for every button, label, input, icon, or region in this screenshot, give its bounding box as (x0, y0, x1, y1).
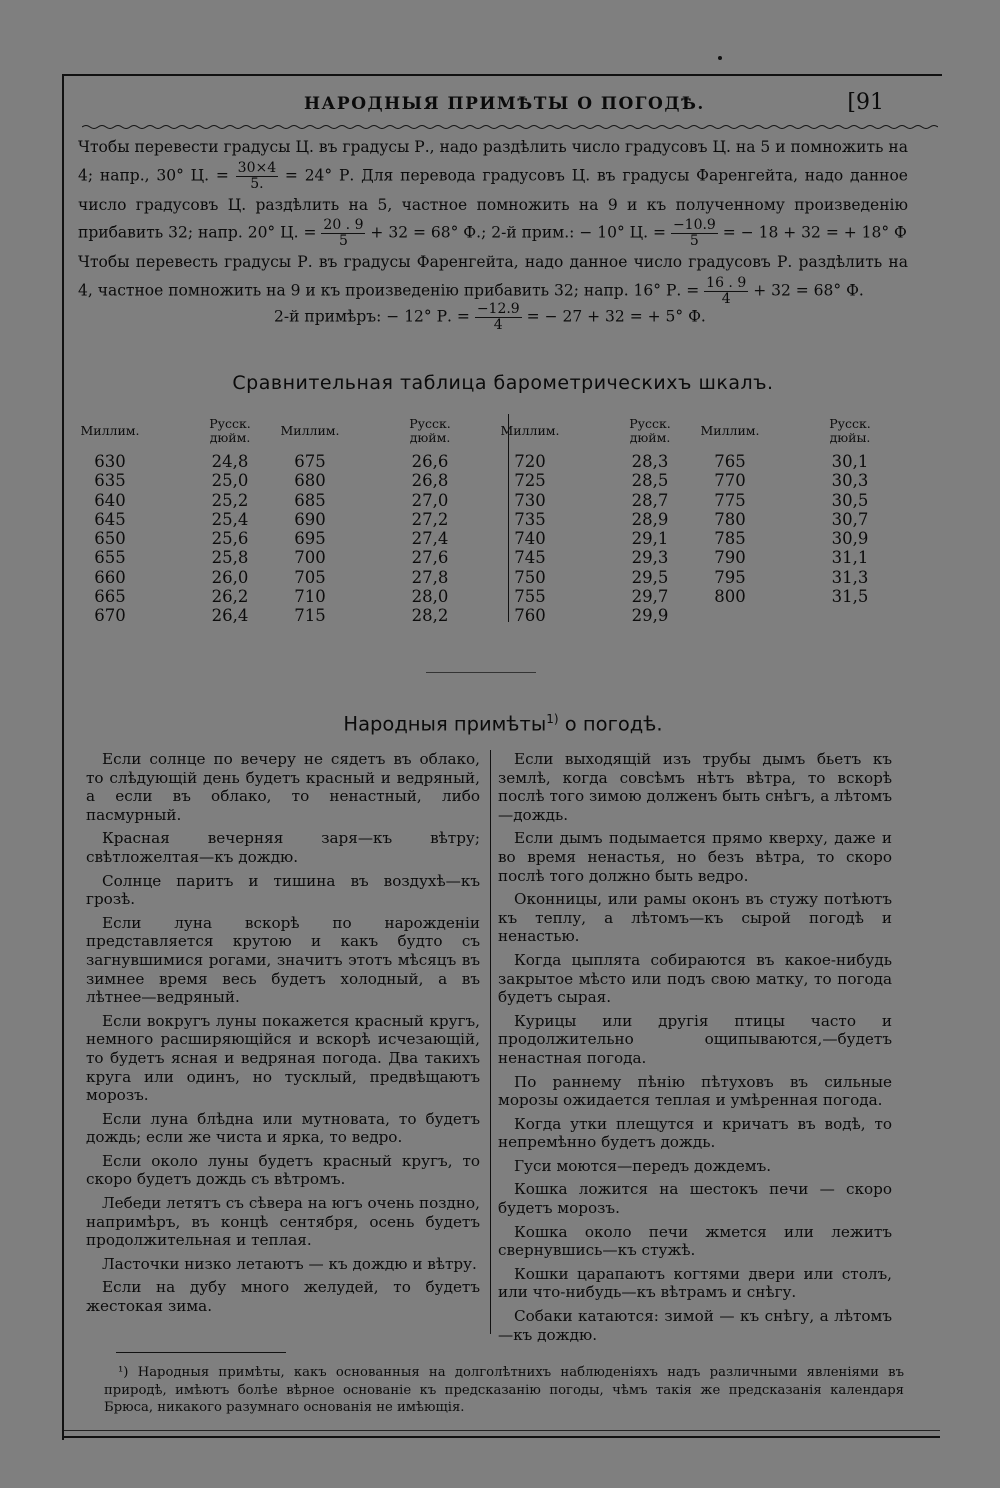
frame-bottom (62, 1436, 940, 1438)
table-cell: 650 (94, 529, 126, 549)
table-cell: 780 (714, 509, 746, 529)
table-cell: 640 (94, 490, 126, 510)
table-cell: 30,5 (831, 490, 869, 510)
column-header (382, 410, 478, 452)
table-cell: 26,4 (211, 606, 249, 626)
table-cell: 26,6 (411, 452, 449, 471)
table-cell: 31,3 (831, 567, 869, 587)
table-cell: 800 (714, 587, 746, 607)
footnote-marker: 1) (546, 712, 559, 726)
fraction (671, 218, 718, 249)
table-cell: 28,9 (631, 509, 669, 529)
header-title: НАРОДНЫЯ ПРИМѢТЫ О ПОГОДѢ. (304, 94, 705, 114)
header-label: дюйы. (829, 430, 871, 445)
section-title-end: о погодѣ. (564, 712, 663, 736)
table-cell: 755 (514, 587, 546, 607)
formula-text: = − 27 + 32 = + 5° Ф. (526, 307, 706, 326)
column-header (62, 410, 158, 452)
column-header (482, 410, 578, 452)
table-cell: 30,1 (831, 452, 869, 471)
fraction (704, 276, 748, 307)
table-cell: 705 (294, 567, 326, 587)
table-cell: 28,0 (411, 587, 449, 607)
table-cell: 745 (514, 548, 546, 568)
table-cell: 28,3 (631, 452, 669, 471)
signs-columns (86, 750, 906, 1344)
table-cell: 750 (514, 567, 546, 587)
weather-sign: Кошка около печи жмется или лежитъ свернувшись—къ стужѣ. (498, 1222, 892, 1260)
table-cell: 24,8 (211, 452, 249, 471)
footnote: ¹) Народныя примѣты, какъ основанныя на долголѣтнихъ наблюденіяхъ надъ различными явленіями въ природѣ, имѣютъ болѣе вѣрное основаніе къ предсказанію погоды, чѣмъ такія же предсказанія календаря Брюса, никакого разумнаго основанія не имѣющія. (104, 1365, 904, 1415)
table-cell: 770 (714, 471, 746, 491)
ink-speck (718, 56, 722, 60)
table-cell: 740 (514, 529, 546, 549)
weather-sign: Оконницы, или рамы оконъ въ стужу потѣютъ къ теплу, а лѣтомъ—къ сырой погодѣ и ненастью. (498, 890, 892, 946)
table-cell: 26,8 (411, 471, 449, 491)
table-cell: 680 (294, 471, 326, 491)
formula-text: 2-й примѣръ: − 12° Р. = (274, 307, 470, 326)
column-header (802, 410, 898, 452)
table-cell: 735 (514, 509, 546, 529)
table-cell: 28,2 (411, 606, 449, 626)
frame-inner-line (64, 1430, 940, 1431)
numerator: 30×4 (237, 159, 277, 176)
column-millimeters (482, 410, 578, 626)
table-cell: 710 (294, 587, 326, 607)
weather-sign: Гуси моются—передъ дождемъ. (514, 1156, 772, 1175)
column-inches (802, 410, 898, 606)
formula-text: + 32 = 68° Ф.; 2-й прим.: − 10° Ц. = (370, 223, 666, 242)
column-rule (490, 750, 491, 1334)
conversion-formulas (78, 134, 908, 307)
weather-sign: Солнце паритъ и тишина въ воздухѣ—къ грозѣ. (86, 871, 480, 909)
table-cell: 27,6 (411, 548, 449, 568)
weather-sign: Курицы или другія птицы часто и продолжительно ощипываются,—будетъ ненастная погода. (498, 1011, 892, 1067)
table-title: Сравнительная таблица барометрическихъ шкалъ. (232, 372, 774, 394)
weather-sign: Ласточки низко летаютъ — къ дождю и вѣтру. (102, 1254, 477, 1273)
table-cell: 30,3 (831, 471, 869, 491)
header-label: Миллим. (500, 423, 560, 438)
table-cell: 635 (94, 471, 126, 491)
column-header (682, 410, 778, 452)
weather-sign: Когда цыплята собираются въ какое-нибудь закрытое мѣсто или подъ свою матку, то погода будетъ сырая. (498, 950, 892, 1007)
fraction (321, 218, 365, 249)
table-cell: 27,0 (411, 490, 449, 510)
page-frame (62, 74, 942, 1440)
table-cell: 775 (714, 490, 746, 510)
header-label: Русск. (829, 416, 871, 431)
header-label: Миллим. (700, 423, 760, 438)
table-cell: 690 (294, 509, 326, 529)
weather-sign: Если дымъ подымается прямо кверху, даже и во время ненастья, но безъ вѣтра, то скоро послѣ того должно быть ведро. (498, 829, 892, 885)
table-cell: 31,1 (831, 548, 869, 568)
table-cell: 29,9 (631, 606, 669, 626)
table-cell: 28,5 (631, 471, 669, 491)
celsius-paragraph (78, 134, 908, 249)
barometer-table (82, 410, 922, 630)
column-millimeters (262, 410, 358, 626)
weather-sign: Собаки катаются: зимой — къ снѣгу, а лѣтомъ—къ дождю. (498, 1307, 892, 1344)
fraction (475, 302, 522, 333)
weather-sign: Лебеди летятъ съ сѣвера на югъ очень поздно, напримѣръ, въ концѣ сентября, осень будетъ продолжительная и теплая. (86, 1194, 480, 1250)
formula-text: + 32 = 68° Ф. (753, 281, 864, 299)
table-cell: 29,1 (631, 529, 669, 549)
running-header (64, 90, 942, 120)
table-cell: 700 (294, 548, 326, 568)
formula-text: Чтобы перевести градусы Ц. въ градусы Р., надо раздѣлить число градусовъ Ц. на 5 и помножить на 4; напр., 30° Ц. = (78, 138, 908, 184)
denominator: 5. (250, 175, 264, 192)
formula-text: Чтобы перевесть градусы Р. въ градусы Фаренгейта, надо данное число градусовъ Р. раздѣлить на 4, частное помножить на 9 и къ произведенію прибавить 32; напр. 16° Р. = (78, 253, 908, 299)
section-divider (426, 672, 536, 673)
header-label: Русск. (209, 416, 251, 431)
wavy-rule (82, 124, 938, 130)
header-label: дюйм. (209, 430, 251, 445)
table-cell: 30,7 (831, 509, 869, 529)
formula-text: = 24° Р. Для перевода градусовъ Ц. въ градусы Фаренгейта, надо данное число градусовъ Ц. раздѣлить на 5, частное помножить на 9 и къ полученному произведенію прибавить 32; напр. 20° Ц. = (78, 166, 908, 242)
weather-sign: Если выходящій изъ трубы дымъ бьетъ къ землѣ, когда совсѣмъ нѣтъ вѣтра, то вскорѣ послѣ того зимою долженъ быть снѣгъ, а лѣтомъ—дождь. (498, 750, 892, 824)
table-cell: 29,5 (631, 567, 669, 587)
table-cell: 27,4 (411, 529, 449, 549)
column-millimeters (682, 410, 778, 606)
weather-sign: Когда утки плещутся и кричатъ въ водѣ, то непремѣнно будетъ дождь. (498, 1114, 892, 1152)
table-cell: 795 (714, 567, 746, 587)
weather-sign: Красная вечерняя заря—къ вѣтру; свѣтложелтая—къ дождю. (86, 829, 480, 866)
table-cell: 28,7 (631, 490, 669, 510)
table-cell: 26,0 (211, 567, 249, 587)
table-cell: 760 (514, 606, 546, 626)
numerator: −12.9 (476, 301, 520, 317)
footnote-rule (116, 1352, 286, 1353)
table-cell: 25,4 (211, 509, 249, 529)
table-cell: 645 (94, 509, 126, 529)
header-label: Русск. (629, 416, 671, 431)
weather-sign: Если солнце по вечеру не сядетъ въ облако, то слѣдующій день будетъ красный и ведряный, а если въ облако, то ненастный, либо пасмурный. (86, 750, 480, 824)
table-cell: 30,9 (831, 529, 869, 549)
numerator: 20 . 9 (323, 217, 364, 233)
left-column (86, 750, 480, 1321)
weather-sign: Кошки царапаютъ когтями двери или столъ, или что-нибудь—къ вѣтрамъ и снѣгу. (498, 1264, 892, 1302)
table-cell: 25,0 (211, 471, 249, 491)
column-header (262, 410, 358, 452)
table-cell: 670 (94, 606, 126, 626)
table-cell: 785 (714, 529, 746, 549)
weather-sign: Если около луны будетъ красный кругъ, то скоро будетъ дождь съ вѣтромъ. (86, 1151, 480, 1189)
fraction (236, 161, 278, 192)
denominator: 5 (689, 233, 699, 249)
header-label: дюйм. (629, 430, 671, 445)
table-cell: 655 (94, 548, 126, 568)
reaumur-paragraph (78, 249, 908, 307)
table-cell: 685 (294, 490, 326, 510)
header-label: Русск. (409, 416, 451, 431)
table-cell: 665 (94, 587, 126, 607)
denominator: 4 (493, 317, 503, 333)
page-number: [91 (847, 90, 884, 115)
header-label: дюйм. (409, 430, 451, 445)
table-cell: 25,6 (211, 529, 249, 549)
weather-sign: Если луна блѣдна или мутновата, то будетъ дождь; если же чиста и ярка, то ведро. (86, 1109, 480, 1147)
weather-sign: Если луна вскорѣ по нарожденіи представляется крутою и какъ будто съ загнувшимися рогами, значитъ этотъ мѣсяцъ въ зимнее время весь будетъ холодный, а въ лѣтнее—ведряный. (86, 913, 480, 1007)
section-title-text: Народныя примѣты (343, 712, 547, 736)
numerator: −10.9 (672, 217, 716, 233)
table-cell: 765 (714, 452, 746, 471)
right-column (498, 750, 892, 1349)
table-cell: 630 (94, 452, 126, 471)
formula-text: = − 18 + 32 = + 18° Ф (722, 223, 907, 242)
table-cell: 29,3 (631, 548, 669, 568)
table-cell: 660 (94, 567, 126, 587)
table-cell: 31,5 (831, 587, 869, 607)
second-example (274, 302, 706, 333)
table-cell: 29,7 (631, 587, 669, 607)
header-label: Миллим. (80, 423, 140, 438)
denominator: 5 (338, 233, 348, 249)
denominator: 4 (721, 290, 731, 307)
weather-sign: По раннему пѣнію пѣтуховъ въ сильные морозы ожидается теплая и умѣренная погода. (498, 1072, 892, 1110)
table-cell: 26,2 (211, 587, 249, 607)
column-millimeters (62, 410, 158, 626)
column-inches (382, 410, 478, 626)
table-cell: 725 (514, 471, 546, 491)
table-cell: 695 (294, 529, 326, 549)
table-cell: 25,2 (211, 490, 249, 510)
weather-sign: Кошка ложится на шестокъ печи — скоро будетъ морозъ. (498, 1180, 892, 1218)
table-cell: 27,8 (411, 567, 449, 587)
table-cell: 27,2 (411, 509, 449, 529)
table-cell: 675 (294, 452, 326, 471)
weather-sign: Если на дубу много желудей, то будетъ жестокая зима. (86, 1278, 480, 1316)
section-title (64, 712, 942, 736)
table-cell: 715 (294, 606, 326, 626)
table-cell: 730 (514, 490, 546, 510)
weather-sign: Если вокругъ луны покажется красный кругъ, немного расширяющійся и вскорѣ исчезающій, то будетъ ясная и ведряная погода. Два такихъ круга или одинъ, но тусклый, предвѣщаютъ морозъ. (86, 1011, 480, 1105)
numerator: 16 . 9 (706, 274, 747, 291)
header-label: Миллим. (280, 423, 340, 438)
table-cell: 25,8 (211, 548, 249, 568)
table-cell: 720 (514, 452, 546, 471)
table-cell: 790 (714, 548, 746, 568)
